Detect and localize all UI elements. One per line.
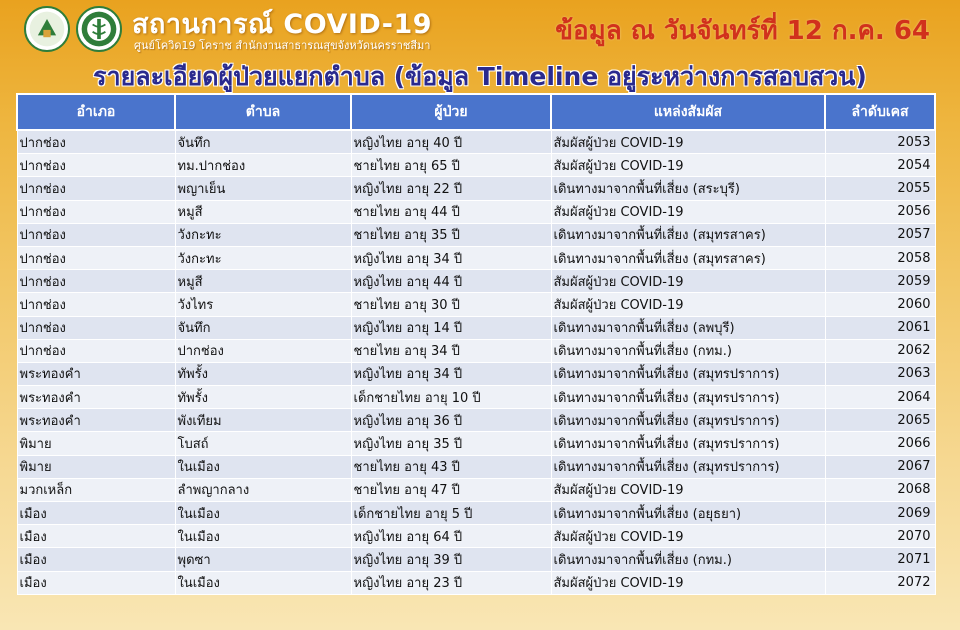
cell-subdistrict: ทม.ปากช่อง (175, 154, 351, 177)
cell-case-number: 2057 (825, 223, 935, 246)
provincial-seal-icon (24, 6, 70, 52)
cell-district: ปากช่อง (17, 270, 175, 293)
table-row (17, 223, 935, 246)
cell-subdistrict: วังกะทะ (175, 223, 351, 246)
case-table (16, 93, 936, 595)
cell-subdistrict: ในเมือง (175, 571, 351, 594)
table-row (17, 293, 935, 316)
cell-district: มวกเหล็ก (17, 478, 175, 501)
cell-subdistrict: ในเมือง (175, 502, 351, 525)
cell-patient: หญิงไทย อายุ 36 ปี (351, 409, 551, 432)
cell-case-number: 2067 (825, 455, 935, 478)
cell-source: สัมผัสผู้ป่วย COVID-19 (551, 571, 825, 594)
cell-subdistrict: ในเมือง (175, 525, 351, 548)
cell-district: พระทองคำ (17, 409, 175, 432)
cell-patient: หญิงไทย อายุ 23 ปี (351, 571, 551, 594)
cell-patient: หญิงไทย อายุ 44 ปี (351, 270, 551, 293)
cell-case-number: 2064 (825, 386, 935, 409)
cell-case-number: 2069 (825, 502, 935, 525)
cell-district: ปากช่อง (17, 177, 175, 200)
table-row (17, 409, 935, 432)
cell-subdistrict: พญาเย็น (175, 177, 351, 200)
cell-case-number: 2056 (825, 200, 935, 223)
cell-patient: ชายไทย อายุ 47 ปี (351, 478, 551, 501)
cell-case-number: 2062 (825, 339, 935, 362)
cell-patient: หญิงไทย อายุ 35 ปี (351, 432, 551, 455)
table-row (17, 362, 935, 385)
table-row (17, 478, 935, 501)
cell-patient: ชายไทย อายุ 43 ปี (351, 455, 551, 478)
table-row (17, 548, 935, 571)
cell-source: สัมผัสผู้ป่วย COVID-19 (551, 130, 825, 154)
cell-source: เดินทางมาจากพื้นที่เสี่ยง (สระบุรี) (551, 177, 825, 200)
table-header-row (17, 94, 935, 130)
cell-subdistrict: ปากช่อง (175, 339, 351, 362)
cell-case-number: 2055 (825, 177, 935, 200)
cell-patient: เด็กชายไทย อายุ 10 ปี (351, 386, 551, 409)
cell-district: เมือง (17, 502, 175, 525)
cell-case-number: 2063 (825, 362, 935, 385)
cell-district: เมือง (17, 571, 175, 594)
column-header-subdistrict: ตำบล (175, 94, 351, 130)
cell-source: เดินทางมาจากพื้นที่เสี่ยง (สมุทรปราการ) (551, 409, 825, 432)
table-row (17, 525, 935, 548)
table-row (17, 200, 935, 223)
table-row (17, 154, 935, 177)
cell-patient: หญิงไทย อายุ 40 ปี (351, 130, 551, 154)
cell-case-number: 2059 (825, 270, 935, 293)
cell-patient: หญิงไทย อายุ 34 ปี (351, 246, 551, 269)
cell-patient: ชายไทย อายุ 30 ปี (351, 293, 551, 316)
cell-subdistrict: ทัพรั้ง (175, 386, 351, 409)
moph-logo-icon (76, 6, 122, 52)
cell-district: ปากช่อง (17, 200, 175, 223)
cell-subdistrict: วังไทร (175, 293, 351, 316)
cell-case-number: 2071 (825, 548, 935, 571)
cell-source: เดินทางมาจากพื้นที่เสี่ยง (กทม.) (551, 339, 825, 362)
cell-district: ปากช่อง (17, 339, 175, 362)
table-row (17, 502, 935, 525)
cell-source: เดินทางมาจากพื้นที่เสี่ยง (สมุทรสาคร) (551, 246, 825, 269)
table-row (17, 246, 935, 269)
cell-district: ปากช่อง (17, 293, 175, 316)
cell-patient: หญิงไทย อายุ 14 ปี (351, 316, 551, 339)
cell-source: สัมผัสผู้ป่วย COVID-19 (551, 478, 825, 501)
table-row (17, 130, 935, 154)
cell-district: ปากช่อง (17, 154, 175, 177)
cell-source: เดินทางมาจากพื้นที่เสี่ยง (สมุทรปราการ) (551, 386, 825, 409)
cell-subdistrict: ในเมือง (175, 455, 351, 478)
cell-district: เมือง (17, 525, 175, 548)
cell-district: พระทองคำ (17, 386, 175, 409)
column-header-patient: ผู้ป่วย (351, 94, 551, 130)
cell-subdistrict: พุดซา (175, 548, 351, 571)
table-row (17, 571, 935, 594)
cell-patient: ชายไทย อายุ 65 ปี (351, 154, 551, 177)
section-heading: รายละเอียดผู้ป่วยแยกตำบล (ข้อมูล Timeline อยู่ระหว่างการสอบสวน) (93, 62, 867, 91)
cell-district: ปากช่อง (17, 246, 175, 269)
cell-source: เดินทางมาจากพื้นที่เสี่ยง (กทม.) (551, 548, 825, 571)
cell-subdistrict: ทัพรั้ง (175, 362, 351, 385)
cell-subdistrict: พังเทียม (175, 409, 351, 432)
cell-case-number: 2058 (825, 246, 935, 269)
column-header-case-number: ลำดับเคส (825, 94, 935, 130)
cell-case-number: 2060 (825, 293, 935, 316)
column-header-source: แหล่งสัมผัส (551, 94, 825, 130)
table-row (17, 455, 935, 478)
cell-subdistrict: โบสถ์ (175, 432, 351, 455)
cell-district: ปากช่อง (17, 130, 175, 154)
cell-patient: ชายไทย อายุ 34 ปี (351, 339, 551, 362)
cell-source: เดินทางมาจากพื้นที่เสี่ยง (สมุทรปราการ) (551, 432, 825, 455)
cell-source: เดินทางมาจากพื้นที่เสี่ยง (สมุทรปราการ) (551, 455, 825, 478)
cell-patient: ชายไทย อายุ 35 ปี (351, 223, 551, 246)
cell-case-number: 2066 (825, 432, 935, 455)
cell-source: สัมผัสผู้ป่วย COVID-19 (551, 270, 825, 293)
cell-subdistrict: หมูสี (175, 200, 351, 223)
cell-patient: หญิงไทย อายุ 22 ปี (351, 177, 551, 200)
report-date: ข้อมูล ณ วันจันทร์ที่ 12 ก.ค. 64 (555, 16, 930, 46)
cell-source: เดินทางมาจากพื้นที่เสี่ยง (อยุธยา) (551, 502, 825, 525)
cell-subdistrict: จันทึก (175, 130, 351, 154)
cell-source: เดินทางมาจากพื้นที่เสี่ยง (สมุทรปราการ) (551, 362, 825, 385)
table-row (17, 177, 935, 200)
cell-case-number: 2053 (825, 130, 935, 154)
cell-source: สัมผัสผู้ป่วย COVID-19 (551, 200, 825, 223)
cell-case-number: 2068 (825, 478, 935, 501)
cell-source: เดินทางมาจากพื้นที่เสี่ยง (ลพบุรี) (551, 316, 825, 339)
cell-source: สัมผัสผู้ป่วย COVID-19 (551, 154, 825, 177)
cell-patient: ชายไทย อายุ 44 ปี (351, 200, 551, 223)
cell-case-number: 2070 (825, 525, 935, 548)
cell-source: สัมผัสผู้ป่วย COVID-19 (551, 293, 825, 316)
table-row (17, 432, 935, 455)
cell-district: พิมาย (17, 455, 175, 478)
cell-district: พิมาย (17, 432, 175, 455)
table-row (17, 339, 935, 362)
cell-patient: หญิงไทย อายุ 64 ปี (351, 525, 551, 548)
cell-case-number: 2054 (825, 154, 935, 177)
cell-source: สัมผัสผู้ป่วย COVID-19 (551, 525, 825, 548)
cell-district: เมือง (17, 548, 175, 571)
cell-subdistrict: จันทึก (175, 316, 351, 339)
cell-case-number: 2065 (825, 409, 935, 432)
cell-source: เดินทางมาจากพื้นที่เสี่ยง (สมุทรสาคร) (551, 223, 825, 246)
cell-subdistrict: วังกะทะ (175, 246, 351, 269)
cell-district: ปากช่อง (17, 223, 175, 246)
table-row (17, 316, 935, 339)
cell-patient: หญิงไทย อายุ 34 ปี (351, 362, 551, 385)
cell-case-number: 2061 (825, 316, 935, 339)
page-subtitle: ศูนย์โควิด19 โคราช สำนักงานสาธารณสุขจังหวัดนครราชสีมา (134, 39, 431, 52)
cell-subdistrict: หมูสี (175, 270, 351, 293)
cell-case-number: 2072 (825, 571, 935, 594)
page-title: สถานการณ์ COVID-19 (132, 9, 433, 40)
cell-subdistrict: ลำพญากลาง (175, 478, 351, 501)
cell-patient: เด็กชายไทย อายุ 5 ปี (351, 502, 551, 525)
table-row (17, 386, 935, 409)
cell-patient: หญิงไทย อายุ 39 ปี (351, 548, 551, 571)
cell-district: พระทองคำ (17, 362, 175, 385)
column-header-district: อำเภอ (17, 94, 175, 130)
table-row (17, 270, 935, 293)
cell-district: ปากช่อง (17, 316, 175, 339)
